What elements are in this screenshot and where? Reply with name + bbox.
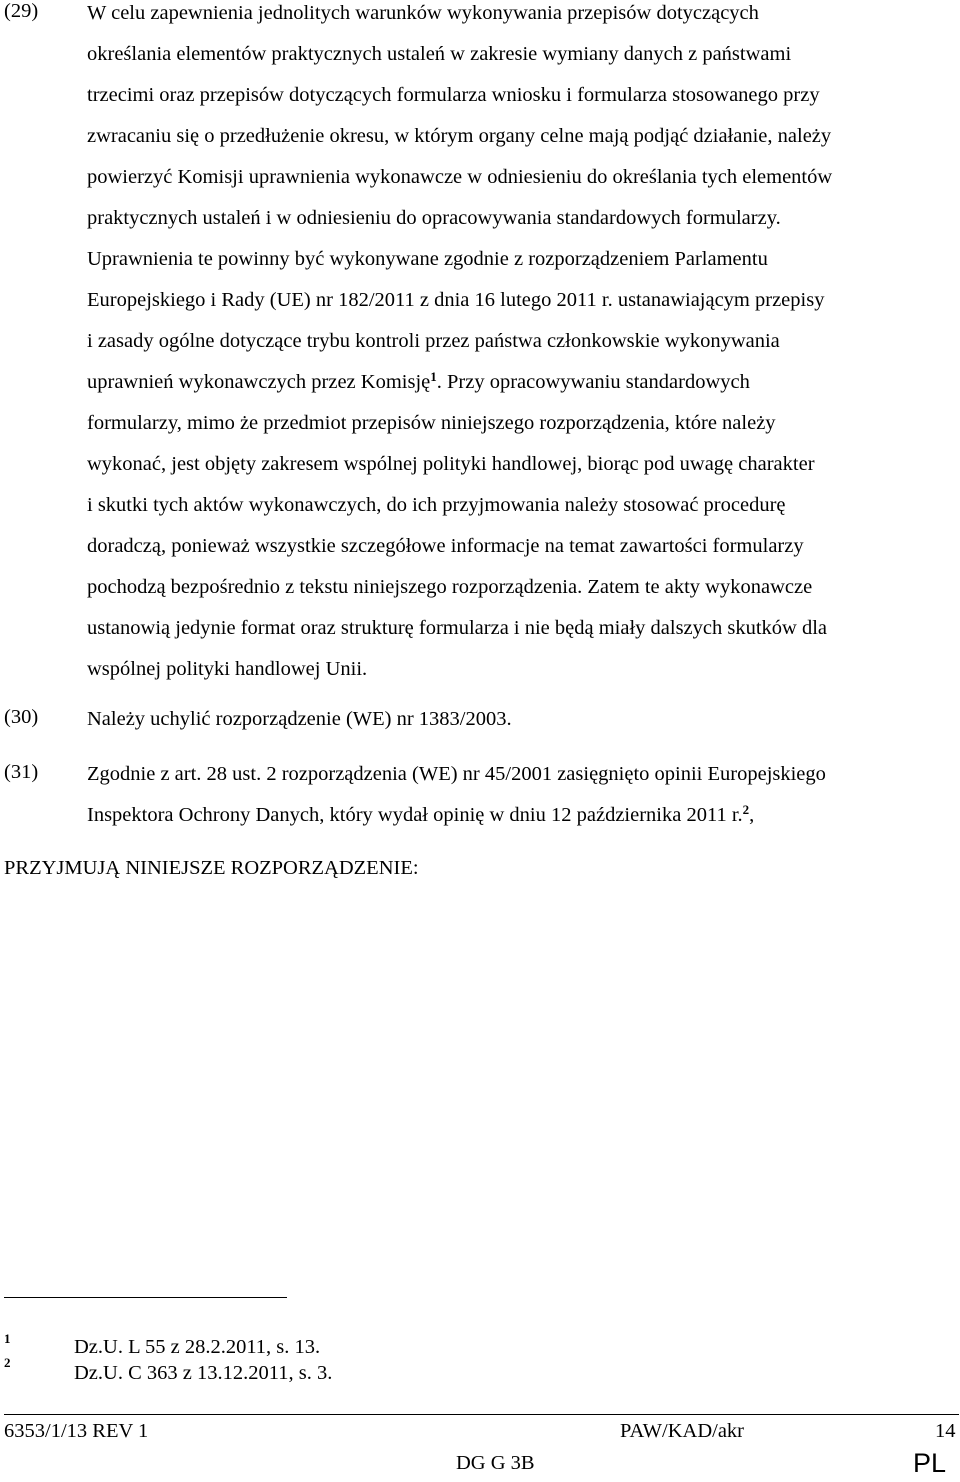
footnote-ref: 1 xyxy=(430,369,437,384)
footer-dg: DG G 3B xyxy=(456,1452,535,1474)
recital-line-text: Inspektora Ochrony Danych, który wydał opinię w dniu 12 października 2011 r. xyxy=(87,804,743,826)
footer-page-number: 14 xyxy=(935,1420,956,1442)
recital-line: pochodzą bezpośrednio z tekstu niniejszego rozporządzenia. Zatem te akty wykonawcze xyxy=(87,576,813,598)
recital-line: doradczą, ponieważ wszystkie szczegółowe informacje na temat zawartości formularzy xyxy=(87,535,804,557)
footer-doc-ref: 6353/1/13 REV 1 xyxy=(4,1420,149,1442)
recital-line: i zasady ogólne dotyczące trybu kontroli przez państwa członkowskie wykonywania xyxy=(87,330,780,352)
recital-line-with-footnote xyxy=(87,802,952,843)
recital-line: W celu zapewnienia jednolitych warunków wykonywania przepisów dotyczących xyxy=(87,2,759,24)
recital-line: trzecimi oraz przepisów dotyczących formularza wniosku i formularza stosowanego przy xyxy=(87,84,820,106)
recital-line: wspólnej polityki handlowej Unii. xyxy=(87,658,368,680)
recital-text xyxy=(87,0,952,697)
footnote-mark: 2 xyxy=(4,1355,11,1370)
recital-line: Uprawnienia te powinny być wykonywane zgodnie z rozporządzeniem Parlamentu xyxy=(87,248,768,270)
recital-number: (31) xyxy=(4,761,39,783)
enacting-formula: PRZYJMUJĄ NINIEJSZE ROZPORZĄDZENIE: xyxy=(4,857,419,879)
recital-line: zwracaniu się o przedłużenie okresu, w którym organy celne mają podjąć działanie, należy xyxy=(87,125,832,147)
footnote-text: Dz.U. C 363 z 13.12.2011, s. 3. xyxy=(74,1362,333,1384)
recital-text xyxy=(87,706,952,747)
footer-separator xyxy=(4,1414,959,1415)
recital-text xyxy=(87,761,952,843)
recital-number: (30) xyxy=(4,706,39,728)
recital-line: Zgodnie z art. 28 ust. 2 rozporządzenia (WE) nr 45/2001 zasięgnięto opinii Europejskiego xyxy=(87,763,826,785)
footnote-text: Dz.U. L 55 z 28.2.2011, s. 13. xyxy=(74,1336,321,1358)
recital-line: ustanowią jedynie format oraz strukturę formularza i nie będą miały dalszych skutków dla xyxy=(87,617,828,639)
recital-line: praktycznych ustaleń i w odniesieniu do opracowywania standardowych formularzy. xyxy=(87,207,781,229)
footnote-mark: 1 xyxy=(4,1331,11,1346)
recital-line: formularzy, mimo że przedmiot przepisów niniejszego rozporządzenia, które należy xyxy=(87,412,776,434)
recital-line: Należy uchylić rozporządzenie (WE) nr 1383/2003. xyxy=(87,708,512,730)
recital-line-text: uprawnień wykonawczych przez Komisję xyxy=(87,371,431,393)
recital-line-tail: , xyxy=(749,804,755,826)
recital-line-with-footnote xyxy=(87,369,952,410)
recital-line: określania elementów praktycznych ustaleń w zakresie wymiany danych z państwami xyxy=(87,43,792,65)
recital-line-tail: . Przy opracowywaniu standardowych xyxy=(436,371,750,393)
footnote-ref: 2 xyxy=(742,802,750,817)
footer-initials: PAW/KAD/akr xyxy=(620,1420,745,1442)
footer-language: PL xyxy=(913,1448,947,1478)
recital-number: (29) xyxy=(4,0,39,22)
recital-line: wykonać, jest objęty zakresem wspólnej polityki handlowej, biorąc pod uwagę charakter xyxy=(87,453,815,475)
recital-line: i skutki tych aktów wykonawczych, do ich przyjmowania należy stosować procedurę xyxy=(87,494,786,516)
recital-line: powierzyć Komisji uprawnienia wykonawcze w odniesieniu do określania tych elementów xyxy=(87,166,833,188)
footnote-separator xyxy=(4,1297,287,1298)
recital-line: Europejskiego i Rady (UE) nr 182/2011 z dnia 16 lutego 2011 r. ustanawiającym przepisy xyxy=(87,289,825,311)
